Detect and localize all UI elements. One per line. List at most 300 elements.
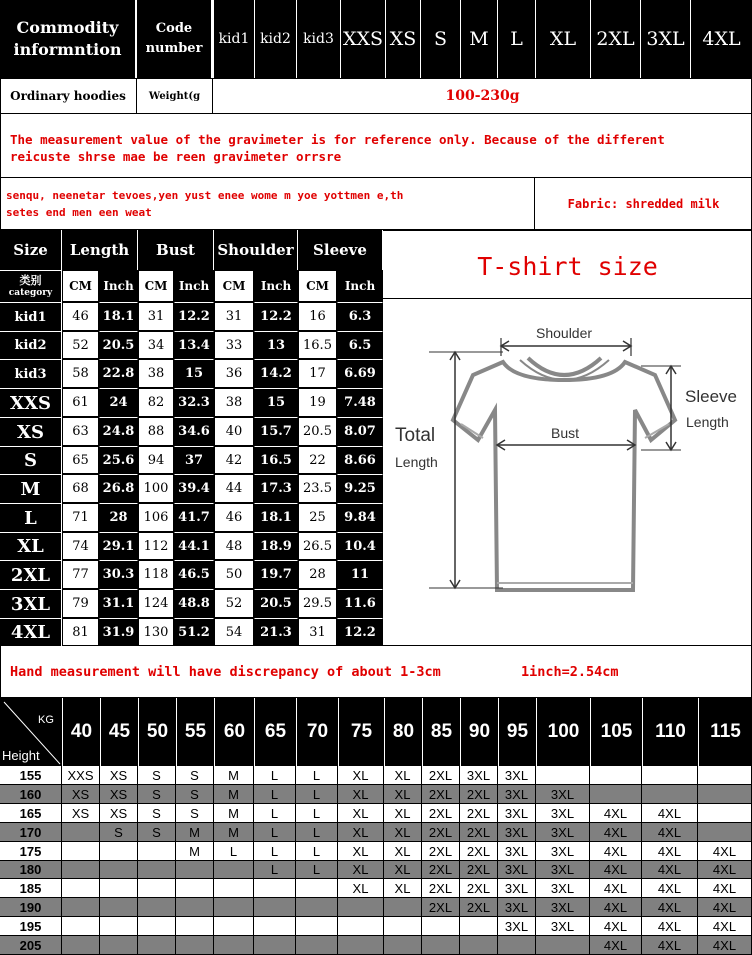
size-cell: 68 <box>62 474 99 503</box>
kg-size-cell <box>698 785 752 804</box>
size-cell: 38 <box>138 359 174 388</box>
size-cell: 124 <box>138 589 174 618</box>
kg-size-cell: S <box>138 804 176 823</box>
kg-size-cell: 3XL <box>498 842 536 861</box>
size-cell: 106 <box>138 503 174 532</box>
kg-size-cell: L <box>254 823 296 842</box>
kg-size-cell: 2XL <box>460 804 498 823</box>
kg-size-cell: M <box>176 842 214 861</box>
bust-label: Bust <box>551 425 580 441</box>
size-cell: 15 <box>254 388 298 417</box>
size-cell: 51.2 <box>174 618 214 646</box>
kg-size-cell: 4XL <box>642 917 698 936</box>
size-cell: 34 <box>138 331 174 359</box>
kg-height-value: 170 <box>0 823 62 842</box>
kg-size-cell: 3XL <box>498 823 536 842</box>
kg-size-cell: 4XL <box>642 823 698 842</box>
kg-weight-header: 65 <box>254 698 296 766</box>
size-cell: 19 <box>298 388 337 417</box>
inch-conversion-text: 1inch=2.54cm <box>521 664 619 680</box>
kg-height-value: 165 <box>0 804 62 823</box>
kg-height-value: 185 <box>0 879 62 898</box>
measure-header-1: Length <box>62 230 138 270</box>
size-header-3: XXS <box>340 0 385 78</box>
size-cell: 26.8 <box>99 474 138 503</box>
kg-size-cell: 4XL <box>590 861 642 879</box>
size-header-8: XL <box>535 0 590 78</box>
measure-header-2: Bust <box>138 230 214 270</box>
kg-size-cell: 4XL <box>642 842 698 861</box>
kg-size-cell: XXS <box>62 766 100 785</box>
kg-size-cell: L <box>296 842 338 861</box>
kg-size-cell <box>214 898 254 917</box>
kg-size-cell <box>100 936 138 955</box>
kg-weight-header: 60 <box>214 698 254 766</box>
size-cell: 52 <box>214 589 254 618</box>
kg-size-cell <box>384 917 422 936</box>
kg-size-cell: 3XL <box>460 766 498 785</box>
unit-header-4: CM <box>214 270 254 302</box>
total-label-2: Length <box>395 454 438 470</box>
size-cell: 28 <box>298 560 337 589</box>
kg-size-cell <box>62 823 100 842</box>
size-cell: 29.5 <box>298 589 337 618</box>
kg-size-cell: S <box>138 823 176 842</box>
kg-size-cell: 4XL <box>590 842 642 861</box>
kg-size-cell <box>138 936 176 955</box>
size-row-label: XL <box>0 532 62 560</box>
kg-size-cell: XL <box>384 861 422 879</box>
size-row-label: 3XL <box>0 589 62 618</box>
commodity-info-header: Commodity informntion <box>0 0 137 78</box>
kg-size-cell: XL <box>384 823 422 842</box>
kg-size-cell: 4XL <box>698 917 752 936</box>
kg-size-cell: L <box>254 861 296 879</box>
kg-size-cell: L <box>296 823 338 842</box>
size-cell: 16.5 <box>254 446 298 474</box>
tshirt-diagram <box>383 300 752 620</box>
kg-size-cell: XL <box>384 785 422 804</box>
size-cell: 37 <box>174 446 214 474</box>
kg-size-cell <box>536 936 590 955</box>
kg-size-cell <box>62 898 100 917</box>
kg-weight-header: 55 <box>176 698 214 766</box>
height-label: Height <box>2 748 40 763</box>
size-row-label: 4XL <box>0 618 62 646</box>
size-cell: 81 <box>62 618 99 646</box>
kg-size-cell: L <box>296 804 338 823</box>
kg-size-cell: 2XL <box>460 842 498 861</box>
total-label-1: Total <box>395 425 436 446</box>
kg-size-cell: XS <box>100 766 138 785</box>
kg-size-cell: XL <box>338 785 384 804</box>
kg-size-cell: 2XL <box>460 823 498 842</box>
kg-size-cell: L <box>214 842 254 861</box>
size-row-label: kid1 <box>0 302 62 331</box>
size-cell: 13 <box>254 331 298 359</box>
kg-size-cell: XL <box>384 842 422 861</box>
gravimeter-note-line1: The measurement value of the gravimeter is for reference only. Because of the different <box>10 132 665 147</box>
size-cell: 58 <box>62 359 99 388</box>
kg-size-cell <box>138 917 176 936</box>
kg-size-cell: 2XL <box>460 861 498 879</box>
kg-size-cell: 2XL <box>422 804 460 823</box>
kg-size-cell <box>498 936 536 955</box>
sleeve-label-2: Length <box>686 414 729 430</box>
kg-size-cell <box>590 785 642 804</box>
kg-size-cell <box>338 936 384 955</box>
kg-size-cell <box>422 917 460 936</box>
category-cell <box>0 270 62 302</box>
kg-size-cell <box>338 917 384 936</box>
kg-size-cell: 3XL <box>536 842 590 861</box>
size-cell: 30.3 <box>99 560 138 589</box>
kg-size-cell: M <box>176 823 214 842</box>
kg-size-cell <box>100 898 138 917</box>
kg-size-cell: L <box>254 842 296 861</box>
size-cell: 32.3 <box>174 388 214 417</box>
kg-size-cell: L <box>296 785 338 804</box>
kg-size-cell: 4XL <box>590 917 642 936</box>
size-row-label: kid3 <box>0 359 62 388</box>
size-cell: 7.48 <box>337 388 383 417</box>
kg-size-cell: XL <box>384 766 422 785</box>
kg-label: KG <box>38 714 54 726</box>
kg-weight-header: 75 <box>338 698 384 766</box>
kg-size-cell <box>214 936 254 955</box>
size-cell: 74 <box>62 532 99 560</box>
kg-size-cell: M <box>214 804 254 823</box>
kg-size-cell <box>296 936 338 955</box>
size-cell: 79 <box>62 589 99 618</box>
unit-header-3: Inch <box>174 270 214 302</box>
kg-size-cell: 4XL <box>590 823 642 842</box>
size-cell: 15.7 <box>254 417 298 446</box>
kg-size-cell <box>254 898 296 917</box>
kg-height-value: 155 <box>0 766 62 785</box>
size-cell: 46 <box>62 302 99 331</box>
measure-header-3: Shoulder <box>214 230 298 270</box>
size-header-0: kid1 <box>213 0 254 78</box>
size-cell: 31 <box>138 302 174 331</box>
unit-header-6: CM <box>298 270 337 302</box>
kg-size-cell <box>138 898 176 917</box>
size-cell: 24.8 <box>99 417 138 446</box>
size-cell: 15 <box>174 359 214 388</box>
kg-size-cell: 4XL <box>698 879 752 898</box>
kg-size-cell: L <box>296 766 338 785</box>
kg-weight-header: 90 <box>460 698 498 766</box>
size-cell: 25.6 <box>99 446 138 474</box>
size-cell: 52 <box>62 331 99 359</box>
kg-size-cell <box>138 842 176 861</box>
size-cell: 11.6 <box>337 589 383 618</box>
kg-size-cell <box>422 936 460 955</box>
hand-measure-text: Hand measurement will have discrepancy of about 1-3cm <box>10 664 441 680</box>
size-cell: 130 <box>138 618 174 646</box>
kg-size-cell <box>62 842 100 861</box>
weight-value: 100-230g <box>445 88 520 104</box>
kg-size-cell <box>62 917 100 936</box>
kg-size-cell: XS <box>100 804 138 823</box>
size-cell: 42 <box>214 446 254 474</box>
size-cell: 48.8 <box>174 589 214 618</box>
size-cell: 24 <box>99 388 138 417</box>
kg-weight-header: 105 <box>590 698 642 766</box>
kg-size-cell: M <box>214 823 254 842</box>
kg-size-cell: 4XL <box>590 898 642 917</box>
size-cell: 71 <box>62 503 99 532</box>
kg-size-cell: 2XL <box>422 861 460 879</box>
size-cell: 31.1 <box>99 589 138 618</box>
kg-size-cell: 4XL <box>590 936 642 955</box>
size-cell: 100 <box>138 474 174 503</box>
kg-size-cell <box>254 917 296 936</box>
kg-size-cell <box>384 898 422 917</box>
kg-size-cell <box>214 861 254 879</box>
kg-size-cell <box>698 804 752 823</box>
kg-size-cell: XL <box>338 804 384 823</box>
kg-size-cell <box>176 898 214 917</box>
size-cell: 54 <box>214 618 254 646</box>
weight-label: Weight(g <box>137 78 213 114</box>
kg-size-cell: XL <box>338 879 384 898</box>
kg-size-cell <box>100 879 138 898</box>
size-cell: 14.2 <box>254 359 298 388</box>
kg-size-cell: 4XL <box>698 842 752 861</box>
kg-weight-header: 50 <box>138 698 176 766</box>
category-cn: 类别 <box>19 273 42 287</box>
kg-size-cell <box>590 766 642 785</box>
kg-size-cell <box>338 898 384 917</box>
kg-size-cell: S <box>138 785 176 804</box>
size-cell: 31.9 <box>99 618 138 646</box>
kg-size-cell: 3XL <box>498 861 536 879</box>
kg-weight-header: 70 <box>296 698 338 766</box>
size-cell: 23.5 <box>298 474 337 503</box>
kg-size-cell <box>100 917 138 936</box>
kg-size-cell: 4XL <box>642 861 698 879</box>
kg-size-cell <box>296 917 338 936</box>
size-cell: 41.7 <box>174 503 214 532</box>
kg-size-cell <box>214 879 254 898</box>
size-cell: 20.5 <box>298 417 337 446</box>
kg-size-cell <box>100 842 138 861</box>
kg-size-cell: XL <box>338 823 384 842</box>
shoulder-label: Shoulder <box>536 325 593 341</box>
kg-size-cell: 3XL <box>536 785 590 804</box>
kg-size-cell: 3XL <box>498 917 536 936</box>
kg-size-cell: 3XL <box>536 823 590 842</box>
kg-height-value: 190 <box>0 898 62 917</box>
kg-size-cell: XL <box>384 879 422 898</box>
kg-size-cell: 3XL <box>498 804 536 823</box>
gravimeter-note-line2: reicuste shrse mae be reen gravimeter orrsre <box>10 149 342 164</box>
kg-size-cell: 2XL <box>422 898 460 917</box>
kg-size-cell <box>62 879 100 898</box>
size-header-7: L <box>497 0 535 78</box>
kg-size-cell: S <box>100 823 138 842</box>
measure-header-4: Sleeve <box>298 230 383 270</box>
kg-weight-header: 110 <box>642 698 698 766</box>
kg-size-cell <box>100 861 138 879</box>
size-header-11: 4XL <box>690 0 752 78</box>
size-cell: 9.25 <box>337 474 383 503</box>
kg-size-cell: 4XL <box>698 898 752 917</box>
size-cell: 44 <box>214 474 254 503</box>
size-cell: 18.1 <box>99 302 138 331</box>
size-cell: 12.2 <box>174 302 214 331</box>
size-cell: 77 <box>62 560 99 589</box>
kg-height-corner <box>0 698 62 766</box>
kg-size-cell <box>62 936 100 955</box>
kg-height-value: 175 <box>0 842 62 861</box>
kg-size-cell <box>62 861 100 879</box>
kg-size-cell: 4XL <box>642 936 698 955</box>
size-header-2: kid3 <box>296 0 340 78</box>
kg-size-cell: 3XL <box>498 879 536 898</box>
size-cell: 65 <box>62 446 99 474</box>
unit-header-5: Inch <box>254 270 298 302</box>
size-cell: 8.66 <box>337 446 383 474</box>
size-header-5: S <box>420 0 460 78</box>
kg-size-cell: 2XL <box>460 785 498 804</box>
size-cell: 48 <box>214 532 254 560</box>
size-cell: 6.69 <box>337 359 383 388</box>
size-cell: 13.4 <box>174 331 214 359</box>
product-name: Ordinary hoodies <box>0 78 137 114</box>
size-cell: 46 <box>214 503 254 532</box>
kg-size-cell: M <box>214 785 254 804</box>
size-cell: 88 <box>138 417 174 446</box>
size-cell: 63 <box>62 417 99 446</box>
kg-size-cell <box>254 879 296 898</box>
size-cell: 17 <box>298 359 337 388</box>
kg-size-cell <box>642 785 698 804</box>
kg-size-cell: 4XL <box>698 936 752 955</box>
size-cell: 38 <box>214 388 254 417</box>
kg-size-cell: S <box>176 804 214 823</box>
kg-size-cell <box>138 861 176 879</box>
size-row-label: kid2 <box>0 331 62 359</box>
size-row-label: XXS <box>0 388 62 417</box>
size-cell: 6.3 <box>337 302 383 331</box>
kg-height-value: 180 <box>0 861 62 879</box>
size-cell: 39.4 <box>174 474 214 503</box>
size-cell: 19.7 <box>254 560 298 589</box>
kg-weight-header: 100 <box>536 698 590 766</box>
blurred-note-line2: setes end men een weat <box>6 206 152 219</box>
kg-size-cell: XL <box>338 861 384 879</box>
kg-size-cell <box>176 936 214 955</box>
size-header-10: 3XL <box>640 0 690 78</box>
kg-size-cell: 2XL <box>422 785 460 804</box>
size-header-4: XS <box>385 0 420 78</box>
kg-size-cell <box>138 879 176 898</box>
kg-size-cell: 4XL <box>642 898 698 917</box>
kg-size-cell <box>176 917 214 936</box>
size-row-label: M <box>0 474 62 503</box>
kg-size-cell <box>698 766 752 785</box>
size-cell: 22 <box>298 446 337 474</box>
size-cell: 28 <box>99 503 138 532</box>
kg-size-cell <box>460 936 498 955</box>
kg-size-cell: 2XL <box>422 842 460 861</box>
kg-size-cell <box>642 766 698 785</box>
size-cell: 112 <box>138 532 174 560</box>
kg-size-cell: 4XL <box>590 879 642 898</box>
size-cell: 31 <box>214 302 254 331</box>
unit-header-0: CM <box>62 270 99 302</box>
size-header-1: kid2 <box>254 0 296 78</box>
kg-size-cell: 2XL <box>460 879 498 898</box>
kg-weight-header: 80 <box>384 698 422 766</box>
size-cell: 29.1 <box>99 532 138 560</box>
kg-size-cell <box>296 879 338 898</box>
kg-weight-header: 95 <box>498 698 536 766</box>
kg-height-value: 160 <box>0 785 62 804</box>
kg-size-cell: XS <box>62 804 100 823</box>
size-header-9: 2XL <box>590 0 640 78</box>
sleeve-label-1: Sleeve <box>685 387 737 406</box>
kg-size-cell: XL <box>338 766 384 785</box>
kg-size-cell: 2XL <box>460 898 498 917</box>
kg-size-cell: 4XL <box>642 804 698 823</box>
size-cell: 31 <box>298 618 337 646</box>
size-cell: 44.1 <box>174 532 214 560</box>
kg-size-cell: 4XL <box>698 861 752 879</box>
kg-size-cell: 3XL <box>536 898 590 917</box>
fabric-text: Fabric: shredded milk <box>567 197 720 211</box>
kg-size-cell <box>698 823 752 842</box>
size-cell: 16.5 <box>298 331 337 359</box>
size-cell: 61 <box>62 388 99 417</box>
kg-size-cell: M <box>214 766 254 785</box>
size-cell: 26.5 <box>298 532 337 560</box>
size-cell: 10.4 <box>337 532 383 560</box>
size-cell: 25 <box>298 503 337 532</box>
kg-size-cell: S <box>176 785 214 804</box>
kg-size-cell: XL <box>384 804 422 823</box>
size-cell: 50 <box>214 560 254 589</box>
kg-size-cell <box>254 936 296 955</box>
size-cell: 40 <box>214 417 254 446</box>
size-cell: 16 <box>298 302 337 331</box>
diagram-title: T-shirt size <box>477 251 658 281</box>
kg-weight-header: 115 <box>698 698 752 766</box>
kg-size-cell: XS <box>62 785 100 804</box>
kg-size-cell: 2XL <box>422 823 460 842</box>
kg-weight-header: 45 <box>100 698 138 766</box>
size-cell: 9.84 <box>337 503 383 532</box>
kg-size-cell: 2XL <box>422 879 460 898</box>
size-row-label: 2XL <box>0 560 62 589</box>
size-row-label: L <box>0 503 62 532</box>
size-cell: 34.6 <box>174 417 214 446</box>
kg-size-cell <box>384 936 422 955</box>
kg-size-cell: 2XL <box>422 766 460 785</box>
kg-size-cell: 4XL <box>590 804 642 823</box>
kg-size-cell: L <box>254 785 296 804</box>
kg-size-cell: S <box>176 766 214 785</box>
kg-weight-header: 40 <box>62 698 100 766</box>
size-row-label: S <box>0 446 62 474</box>
size-cell: 11 <box>337 560 383 589</box>
kg-size-cell: S <box>138 766 176 785</box>
kg-size-cell: XS <box>100 785 138 804</box>
kg-size-cell: 3XL <box>498 898 536 917</box>
kg-size-cell: L <box>254 766 296 785</box>
